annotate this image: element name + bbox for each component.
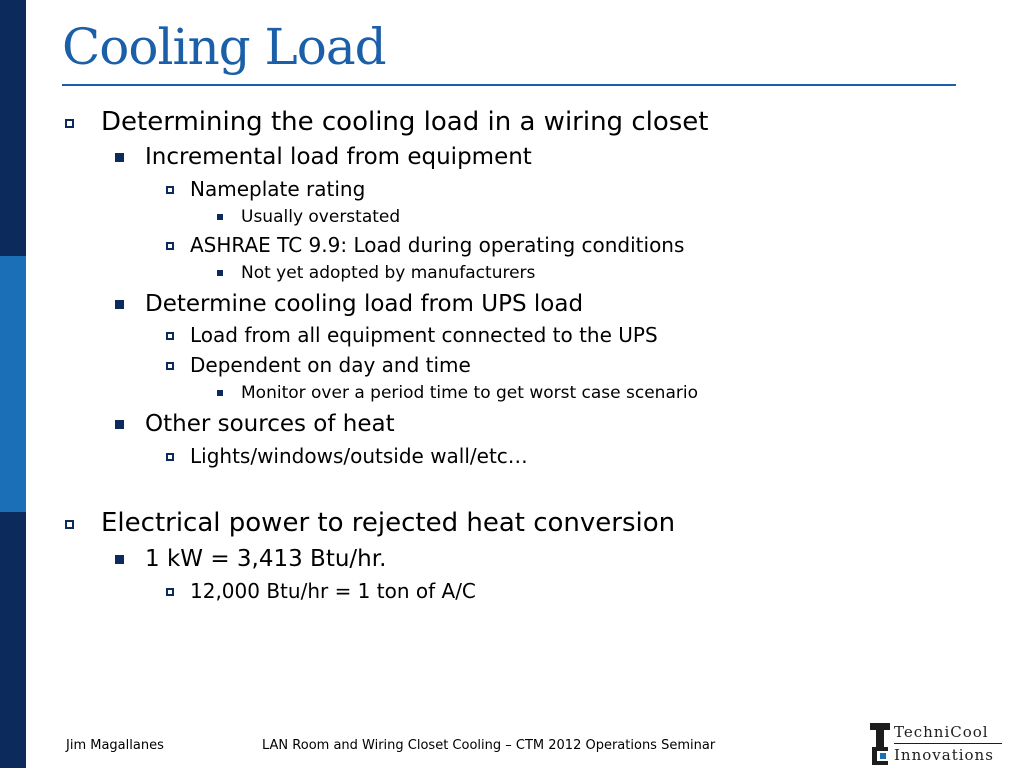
bullet-item [101,508,675,538]
bullet-item [190,323,658,347]
bullet-item [190,444,528,468]
bullet-text: 12,000 Btu/hr = 1 ton of A/C [190,579,476,603]
logo-divider [894,743,1002,744]
bullet-text: 1 kW = 3,413 Btu/hr. [145,546,387,572]
bullet-text: Lights/windows/outside wall/etc… [190,444,528,468]
bullet-item [190,579,476,603]
bullet-text: Load from all equipment connected to the UPS [190,323,658,347]
bullet-text: Incremental load from equipment [145,144,532,170]
bullet-text: Electrical power to rejected heat conversion [101,508,676,538]
hollow-square-bullet-icon [65,520,74,529]
filled-square-bullet-icon [115,300,124,309]
small-square-bullet-icon [217,214,223,220]
technicool-logo [866,721,1008,767]
small-square-bullet-icon [217,270,223,276]
hollow-square-bullet-icon [166,242,174,250]
bullet-item [190,233,684,257]
bullet-text: ASHRAE TC 9.9: Load during operating conditions [190,233,685,257]
bullet-text: Monitor over a period time to get worst case scenario [241,383,698,403]
bullet-item [190,177,365,201]
slide-title: Cooling Load [62,18,386,76]
logo-line-2: Innovations [894,746,994,764]
footer-presentation-title: LAN Room and Wiring Closet Cooling – CTM 2012 Operations Seminar [262,738,716,753]
hollow-square-bullet-icon [166,332,174,340]
logo-tc-mark-icon [870,723,890,765]
hollow-square-bullet-icon [65,119,74,128]
filled-square-bullet-icon [115,153,124,162]
bullet-item [145,410,395,438]
footer-author: Jim Magallanes [66,738,164,753]
logo-line-1: TechniCool [894,723,989,741]
hollow-square-bullet-icon [166,588,174,596]
bullet-text: Determine cooling load from UPS load [145,291,584,317]
bullet-text: Usually overstated [241,207,401,227]
bullet-item [101,107,708,137]
filled-square-bullet-icon [115,555,124,564]
filled-square-bullet-icon [115,420,124,429]
bullet-item [241,263,535,283]
small-square-bullet-icon [217,390,223,396]
bullet-item [190,353,471,377]
bullet-text: Dependent on day and time [190,353,471,377]
bullet-item [145,290,583,318]
bullet-text: Other sources of heat [145,411,395,437]
bullet-item [145,545,386,573]
bullet-item [241,207,400,227]
bullet-text: Determining the cooling load in a wiring closet [101,107,709,137]
hollow-square-bullet-icon [166,362,174,370]
bullet-text: Nameplate rating [190,177,366,201]
bullet-text: Not yet adopted by manufacturers [241,263,536,283]
bullet-item [241,383,698,403]
bullet-item [145,143,532,171]
hollow-square-bullet-icon [166,453,174,461]
hollow-square-bullet-icon [166,186,174,194]
